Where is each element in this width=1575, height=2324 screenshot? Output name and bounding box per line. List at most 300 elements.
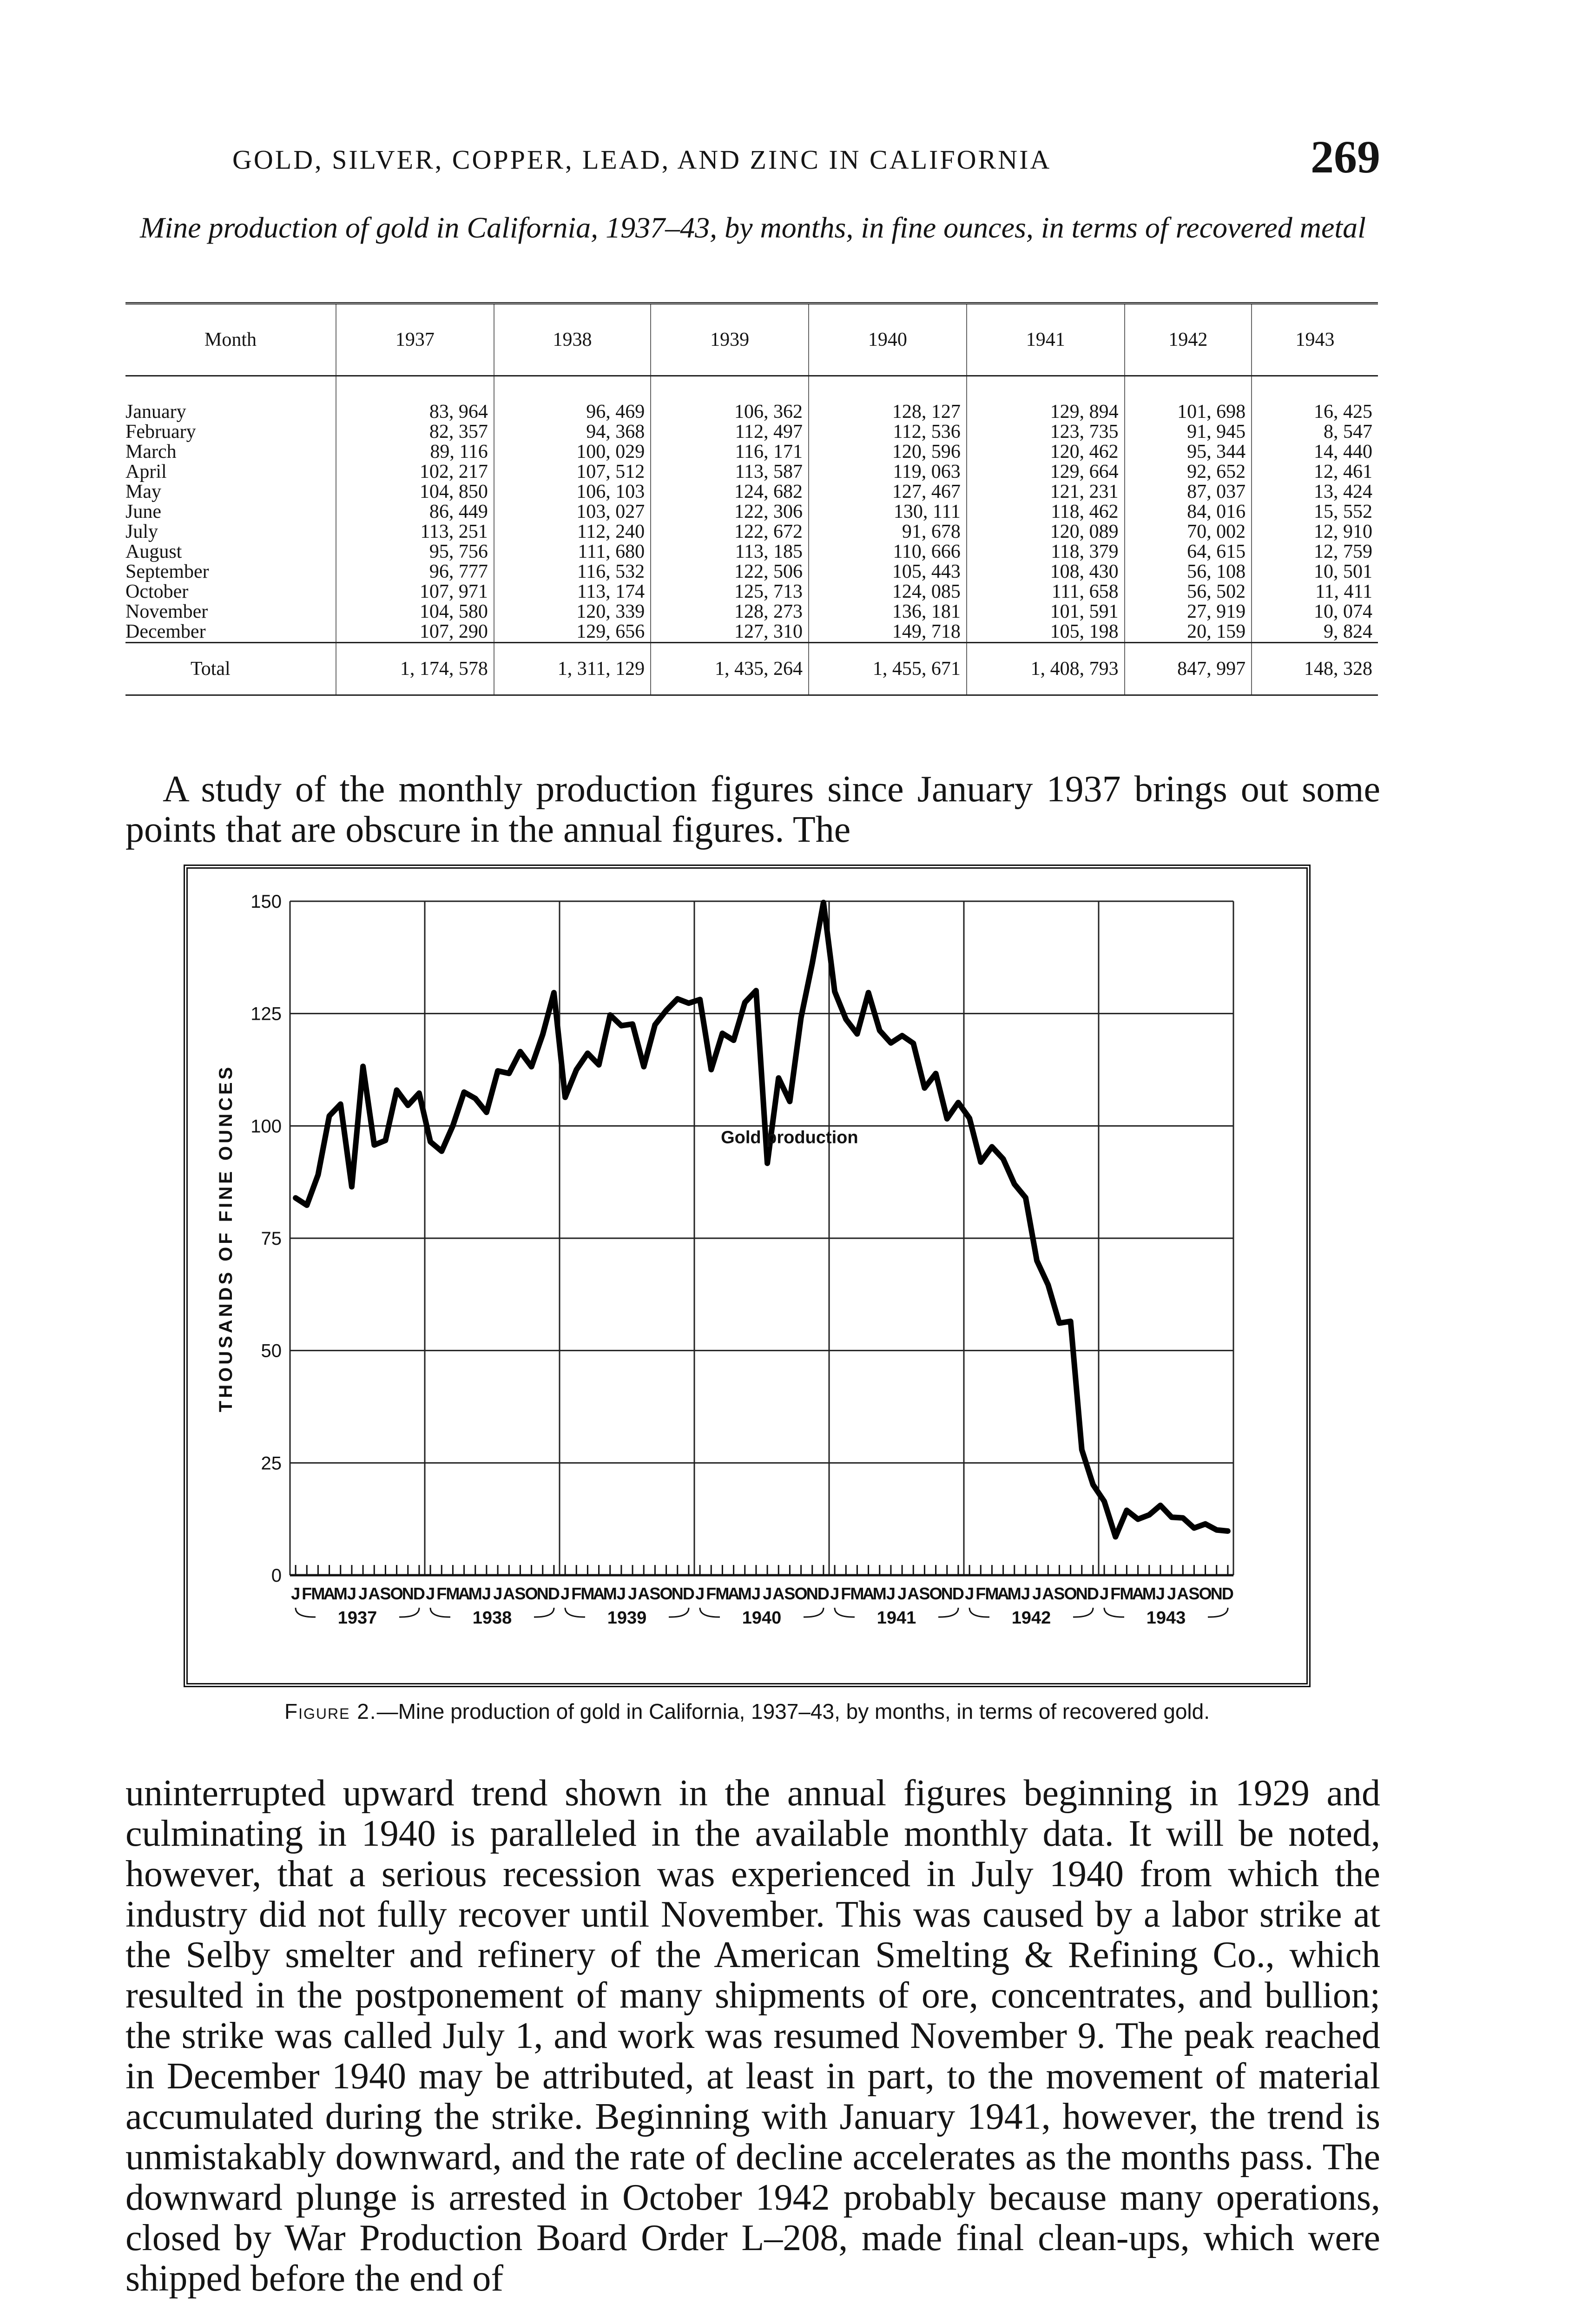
table-cell: 12, 910 bbox=[1252, 522, 1378, 542]
table-cell: 94, 368 bbox=[494, 422, 651, 442]
data-point bbox=[519, 1050, 521, 1053]
table-cell: 106, 362 bbox=[651, 376, 809, 423]
data-point bbox=[609, 1014, 612, 1017]
total-cell: 1, 408, 793 bbox=[967, 643, 1125, 695]
table-cell: 120, 339 bbox=[494, 602, 651, 622]
x-tick-label: O bbox=[1064, 1584, 1077, 1603]
table-cell: 12, 461 bbox=[1252, 462, 1378, 482]
x-tick-label: A bbox=[1132, 1584, 1144, 1603]
row-month-label: March bbox=[125, 441, 177, 462]
data-point bbox=[541, 1033, 544, 1036]
x-tick-label: J bbox=[695, 1584, 705, 1603]
table-cell: 107, 512 bbox=[494, 462, 651, 482]
data-point bbox=[990, 1145, 993, 1148]
table-cell: 129, 664 bbox=[967, 462, 1125, 482]
table-total-row bbox=[125, 643, 1378, 695]
table-cell: 108, 430 bbox=[967, 562, 1125, 582]
y-axis-title: THOUSANDS OF FINE OUNCES bbox=[216, 1064, 236, 1413]
data-point bbox=[294, 1196, 297, 1199]
year-label: 1942 bbox=[1011, 1608, 1051, 1628]
table-row bbox=[125, 582, 1378, 602]
data-point bbox=[1226, 1530, 1229, 1532]
running-header bbox=[125, 130, 1380, 191]
x-tick-label: M bbox=[333, 1584, 348, 1603]
column-header-1941: 1941 bbox=[967, 304, 1125, 376]
table-cell: 70, 002 bbox=[1125, 522, 1252, 542]
data-point bbox=[642, 1065, 645, 1068]
table-cell: 111, 658 bbox=[967, 582, 1125, 602]
x-tick-label: D bbox=[1221, 1584, 1234, 1603]
total-cell: 1, 311, 129 bbox=[494, 643, 651, 695]
data-point bbox=[395, 1089, 398, 1091]
row-month-label: July bbox=[125, 521, 158, 542]
table-cell: 86, 449 bbox=[336, 502, 494, 522]
table-cell: 106, 103 bbox=[494, 482, 651, 502]
x-tick-label: M bbox=[311, 1584, 325, 1603]
table-cell: 103, 027 bbox=[494, 502, 651, 522]
data-point bbox=[732, 1039, 735, 1042]
table-cell: 91, 945 bbox=[1125, 422, 1252, 442]
x-tick-label: D bbox=[817, 1584, 830, 1603]
data-point bbox=[946, 1117, 949, 1120]
row-month-label: June bbox=[125, 501, 161, 522]
data-point bbox=[890, 1042, 892, 1044]
data-point bbox=[316, 1174, 319, 1176]
total-cell: 847, 997 bbox=[1125, 643, 1252, 695]
data-point bbox=[575, 1069, 578, 1071]
table-row bbox=[125, 482, 1378, 502]
table-cell: 10, 074 bbox=[1252, 602, 1378, 622]
column-header-month: Month bbox=[125, 304, 336, 376]
table-cell: 136, 181 bbox=[809, 602, 967, 622]
row-month-label: May bbox=[125, 481, 161, 502]
year-label: 1943 bbox=[1146, 1608, 1186, 1628]
x-tick-label: S bbox=[784, 1584, 796, 1603]
x-tick-label: S bbox=[1054, 1584, 1065, 1603]
x-tick-label: O bbox=[1199, 1584, 1212, 1603]
x-tick-label: A bbox=[862, 1584, 875, 1603]
x-tick-label: M bbox=[1142, 1584, 1156, 1603]
x-tick-label: J bbox=[1155, 1584, 1165, 1603]
figure-caption-text: —Mine production of gold in California, 1937–43, by months, in terms of recovered gold. bbox=[376, 1699, 1210, 1723]
data-point bbox=[1159, 1504, 1162, 1507]
x-tick-label: J bbox=[965, 1584, 975, 1603]
table-row bbox=[125, 442, 1378, 462]
data-point bbox=[822, 901, 825, 904]
x-tick-label: J bbox=[1021, 1584, 1030, 1603]
table-cell: 127, 310 bbox=[651, 622, 809, 643]
data-point bbox=[474, 1097, 477, 1100]
x-tick-label: S bbox=[1188, 1584, 1200, 1603]
data-point bbox=[586, 1052, 589, 1055]
x-tick-label: J bbox=[763, 1584, 772, 1603]
table-cell: 101, 698 bbox=[1125, 376, 1252, 423]
table-cell: 9, 824 bbox=[1252, 622, 1378, 643]
table-cell: 83, 964 bbox=[336, 376, 494, 423]
figure-label: Figure 2. bbox=[284, 1699, 377, 1723]
column-header-1943: 1943 bbox=[1252, 304, 1378, 376]
table-cell: 12, 759 bbox=[1252, 542, 1378, 562]
x-tick-label: O bbox=[525, 1584, 538, 1603]
x-tick-label: S bbox=[649, 1584, 661, 1603]
x-tick-label: F bbox=[302, 1584, 312, 1603]
running-title: GOLD, SILVER, COPPER, LEAD, AND ZINC IN CALIFORNIA bbox=[232, 145, 1052, 175]
data-point bbox=[844, 1018, 847, 1021]
x-tick-label: O bbox=[794, 1584, 808, 1603]
x-tick-label: F bbox=[841, 1584, 851, 1603]
data-point bbox=[1058, 1322, 1061, 1325]
x-tick-label: A bbox=[323, 1584, 336, 1603]
table-cell: 122, 306 bbox=[651, 502, 809, 522]
data-point bbox=[1193, 1526, 1195, 1529]
table-cell: 113, 587 bbox=[651, 462, 809, 482]
gold-production-line bbox=[296, 903, 1228, 1537]
data-point bbox=[1125, 1509, 1128, 1512]
x-tick-label: O bbox=[390, 1584, 403, 1603]
table-header-row bbox=[125, 304, 1378, 376]
x-tick-label: A bbox=[368, 1584, 381, 1603]
x-tick-label: M bbox=[446, 1584, 460, 1603]
column-header-1938: 1938 bbox=[494, 304, 651, 376]
total-cell: 1, 174, 578 bbox=[336, 643, 494, 695]
year-label: 1937 bbox=[337, 1608, 377, 1628]
data-point bbox=[1081, 1448, 1083, 1451]
x-tick-label: A bbox=[638, 1584, 650, 1603]
table-cell: 16, 425 bbox=[1252, 376, 1378, 423]
x-tick-label: M bbox=[1007, 1584, 1021, 1603]
data-point bbox=[833, 990, 836, 993]
total-cell: 1, 435, 264 bbox=[651, 643, 809, 695]
x-tick-label: F bbox=[436, 1584, 447, 1603]
data-point bbox=[710, 1068, 712, 1071]
table-cell: 107, 290 bbox=[336, 622, 494, 643]
table-row bbox=[125, 422, 1378, 442]
data-point bbox=[328, 1115, 331, 1117]
data-point bbox=[451, 1124, 454, 1127]
table-cell: 56, 108 bbox=[1125, 562, 1252, 582]
y-tick-label: 25 bbox=[261, 1453, 282, 1474]
data-point bbox=[1035, 1259, 1038, 1262]
x-tick-label: N bbox=[671, 1584, 684, 1603]
table-cell: 89, 116 bbox=[336, 442, 494, 462]
data-point bbox=[867, 991, 870, 994]
year-label: 1939 bbox=[607, 1608, 647, 1628]
x-tick-label: M bbox=[468, 1584, 482, 1603]
table-cell: 129, 656 bbox=[494, 622, 651, 643]
x-tick-label: M bbox=[580, 1584, 595, 1603]
table-cell: 87, 037 bbox=[1125, 482, 1252, 502]
table-cell: 113, 251 bbox=[336, 522, 494, 542]
x-tick-label: J bbox=[830, 1584, 840, 1603]
table-cell: 149, 718 bbox=[809, 622, 967, 643]
x-tick-label: M bbox=[850, 1584, 864, 1603]
data-point bbox=[564, 1096, 567, 1099]
body-paragraph-1: A study of the monthly production figures since January 1937 brings out some points that are obscure in the annual figures. The bbox=[125, 769, 1380, 850]
table-row bbox=[125, 376, 1378, 423]
x-tick-label: D bbox=[952, 1584, 964, 1603]
data-point bbox=[1137, 1518, 1140, 1521]
table-cell: 130, 111 bbox=[809, 502, 967, 522]
series-annotation: Gold production bbox=[721, 1128, 858, 1148]
table-cell: 8, 547 bbox=[1252, 422, 1378, 442]
x-tick-label: J bbox=[628, 1584, 638, 1603]
x-tick-label: J bbox=[347, 1584, 356, 1603]
data-point bbox=[687, 1002, 690, 1004]
table-cell: 120, 596 bbox=[809, 442, 967, 462]
data-point bbox=[631, 1023, 634, 1025]
x-tick-label: J bbox=[1167, 1584, 1177, 1603]
year-label: 1940 bbox=[742, 1608, 782, 1628]
data-point bbox=[530, 1065, 533, 1068]
x-tick-label: J bbox=[897, 1584, 907, 1603]
table-cell: 101, 591 bbox=[967, 602, 1125, 622]
table-cell: 104, 850 bbox=[336, 482, 494, 502]
data-point bbox=[935, 1072, 937, 1075]
x-tick-label: J bbox=[560, 1584, 570, 1603]
data-point bbox=[979, 1161, 982, 1163]
table-cell: 96, 777 bbox=[336, 562, 494, 582]
table-row bbox=[125, 502, 1378, 522]
table-row bbox=[125, 562, 1378, 582]
table-cell: 123, 735 bbox=[967, 422, 1125, 442]
data-point bbox=[1103, 1500, 1106, 1503]
table-cell: 95, 756 bbox=[336, 542, 494, 562]
chart-labels bbox=[216, 891, 1234, 1628]
data-point bbox=[744, 1001, 746, 1004]
x-tick-label: F bbox=[975, 1584, 986, 1603]
x-tick-label: N bbox=[536, 1584, 549, 1603]
data-point bbox=[665, 1009, 668, 1012]
data-point bbox=[699, 998, 701, 1001]
figure-caption bbox=[184, 1699, 1311, 1724]
data-point bbox=[362, 1065, 364, 1068]
data-point bbox=[912, 1042, 915, 1045]
table-cell: 105, 198 bbox=[967, 622, 1125, 643]
table-cell: 129, 894 bbox=[967, 376, 1125, 423]
data-point bbox=[1215, 1529, 1218, 1532]
x-tick-label: A bbox=[997, 1584, 1009, 1603]
table-row bbox=[125, 542, 1378, 562]
x-tick-label: D bbox=[547, 1584, 560, 1603]
table-cell: 128, 273 bbox=[651, 602, 809, 622]
table-row bbox=[125, 462, 1378, 482]
data-point bbox=[373, 1143, 376, 1146]
column-header-1937: 1937 bbox=[336, 304, 494, 376]
y-tick-label: 0 bbox=[271, 1565, 282, 1586]
table-cell: 104, 580 bbox=[336, 602, 494, 622]
table-cell: 64, 615 bbox=[1125, 542, 1252, 562]
table-cell: 127, 467 bbox=[809, 482, 967, 502]
x-tick-label: A bbox=[458, 1584, 470, 1603]
table-cell: 11, 411 bbox=[1252, 582, 1378, 602]
data-point bbox=[305, 1204, 308, 1207]
x-tick-label: D bbox=[413, 1584, 425, 1603]
x-tick-label: F bbox=[1110, 1584, 1121, 1603]
x-tick-label: M bbox=[603, 1584, 617, 1603]
data-point bbox=[800, 1017, 803, 1019]
x-tick-label: J bbox=[481, 1584, 491, 1603]
year-label: 1938 bbox=[472, 1608, 512, 1628]
data-point bbox=[1024, 1196, 1027, 1199]
data-point bbox=[766, 1162, 769, 1165]
x-tick-label: N bbox=[402, 1584, 414, 1603]
table-cell: 95, 344 bbox=[1125, 442, 1252, 462]
x-tick-label: J bbox=[426, 1584, 435, 1603]
data-point bbox=[1092, 1483, 1094, 1486]
x-tick-label: J bbox=[886, 1584, 896, 1603]
table-cell: 15, 552 bbox=[1252, 502, 1378, 522]
data-point bbox=[676, 997, 679, 1000]
data-point bbox=[384, 1139, 387, 1142]
table-cell: 118, 462 bbox=[967, 502, 1125, 522]
total-cell: 148, 328 bbox=[1252, 643, 1378, 695]
x-tick-label: N bbox=[1075, 1584, 1088, 1603]
data-point bbox=[407, 1104, 409, 1107]
x-tick-label: A bbox=[772, 1584, 785, 1603]
x-tick-label: J bbox=[751, 1584, 761, 1603]
x-tick-label: N bbox=[1210, 1584, 1223, 1603]
table-cell: 116, 532 bbox=[494, 562, 651, 582]
table-cell: 122, 506 bbox=[651, 562, 809, 582]
total-cell: 1, 455, 671 bbox=[809, 643, 967, 695]
table-cell: 96, 469 bbox=[494, 376, 651, 423]
x-tick-label: A bbox=[727, 1584, 740, 1603]
table-cell: 20, 159 bbox=[1125, 622, 1252, 643]
row-month-label: September bbox=[125, 561, 209, 582]
table-cell: 118, 379 bbox=[967, 542, 1125, 562]
row-month-label: January bbox=[125, 401, 186, 423]
data-point bbox=[1069, 1320, 1072, 1323]
x-tick-label: N bbox=[941, 1584, 953, 1603]
data-point bbox=[811, 962, 814, 965]
x-tick-label: O bbox=[929, 1584, 942, 1603]
x-tick-label: J bbox=[1032, 1584, 1042, 1603]
x-tick-label: A bbox=[1042, 1584, 1054, 1603]
data-point bbox=[418, 1092, 421, 1095]
column-header-1940: 1940 bbox=[809, 304, 967, 376]
data-point bbox=[653, 1023, 656, 1026]
data-point bbox=[598, 1063, 600, 1066]
table-cell: 10, 501 bbox=[1252, 562, 1378, 582]
data-point bbox=[1013, 1183, 1016, 1186]
row-month-label: October bbox=[125, 581, 189, 602]
gold-production-chart bbox=[188, 869, 1306, 1683]
data-point bbox=[507, 1072, 510, 1075]
table-cell: 100, 029 bbox=[494, 442, 651, 462]
table-cell: 125, 713 bbox=[651, 582, 809, 602]
row-month-label: November bbox=[125, 601, 208, 622]
table-cell: 128, 127 bbox=[809, 376, 967, 423]
table-cell: 92, 652 bbox=[1125, 462, 1252, 482]
y-tick-label: 150 bbox=[250, 891, 282, 912]
data-point bbox=[463, 1091, 466, 1094]
data-point bbox=[1170, 1516, 1173, 1519]
table-cell: 116, 171 bbox=[651, 442, 809, 462]
table-cell: 120, 089 bbox=[967, 522, 1125, 542]
x-tick-label: A bbox=[503, 1584, 515, 1603]
data-point bbox=[496, 1070, 499, 1072]
row-month-label: December bbox=[125, 621, 206, 642]
column-header-1942: 1942 bbox=[1125, 304, 1252, 376]
table-row bbox=[125, 522, 1378, 542]
data-point bbox=[1047, 1283, 1049, 1286]
x-tick-label: D bbox=[1087, 1584, 1099, 1603]
body-paragraph-2: uninterrupted upward trend shown in the annual figures beginning in 1929 and culminating in 1940 is paralleled in the available monthly data. It will be noted, however, that a serious recession was experienced in July 1940 from which the industry did not fully recover until November. This was caused by a labor strike at the Selby smelter and refinery of the American Smelting & Refining Co., which resulted in the postponement of many shipments of ore, concentrates, and bullion; the strike was called July 1, and work was resumed November 9. The peak reached in December 1940 may be attributed, at least in part, to the movement of material accumulated during the strike. Beginning with January 1941, however, the trend is unmistakably downward, and the rate of decline accelerates as the months pass. The downward plunge is arrested in October 1942 probably because many operations, closed by War Production Board Order L–208, made final clean-ups, which were shipped before the end of bbox=[125, 1773, 1380, 2299]
table-cell: 27, 919 bbox=[1125, 602, 1252, 622]
total-label: Total bbox=[125, 643, 336, 695]
data-point bbox=[485, 1111, 488, 1114]
table-cell: 91, 678 bbox=[809, 522, 967, 542]
x-tick-label: O bbox=[659, 1584, 673, 1603]
table-body bbox=[125, 376, 1378, 695]
table-cell: 122, 672 bbox=[651, 522, 809, 542]
data-point bbox=[429, 1140, 432, 1143]
table-cell: 110, 666 bbox=[809, 542, 967, 562]
table-cell: 112, 240 bbox=[494, 522, 651, 542]
table-cell: 105, 443 bbox=[809, 562, 967, 582]
data-point bbox=[553, 991, 555, 994]
data-point bbox=[777, 1076, 780, 1079]
x-tick-label: M bbox=[985, 1584, 999, 1603]
x-tick-label: J bbox=[1100, 1584, 1109, 1603]
table-row bbox=[125, 622, 1378, 643]
y-tick-label: 100 bbox=[250, 1116, 282, 1137]
production-table bbox=[125, 302, 1378, 696]
data-point bbox=[1204, 1523, 1207, 1525]
x-tick-label: D bbox=[682, 1584, 695, 1603]
data-point bbox=[957, 1101, 960, 1104]
data-point bbox=[755, 989, 758, 992]
table-cell: 84, 016 bbox=[1125, 502, 1252, 522]
data-point bbox=[721, 1032, 724, 1035]
table-cell: 107, 971 bbox=[336, 582, 494, 602]
table-cell: 14, 440 bbox=[1252, 442, 1378, 462]
x-tick-label: F bbox=[706, 1584, 717, 1603]
row-month-label: August bbox=[125, 541, 182, 562]
data-point bbox=[620, 1024, 623, 1027]
table-cell: 124, 085 bbox=[809, 582, 967, 602]
table-cell: 102, 217 bbox=[336, 462, 494, 482]
table-cell: 82, 357 bbox=[336, 422, 494, 442]
x-tick-label: A bbox=[1177, 1584, 1189, 1603]
data-point bbox=[1114, 1535, 1117, 1538]
x-tick-label: S bbox=[919, 1584, 930, 1603]
x-tick-label: A bbox=[593, 1584, 605, 1603]
x-tick-label: M bbox=[872, 1584, 887, 1603]
figure-frame bbox=[184, 865, 1311, 1687]
column-header-1939: 1939 bbox=[651, 304, 809, 376]
table-cell: 113, 185 bbox=[651, 542, 809, 562]
y-tick-label: 50 bbox=[261, 1340, 282, 1361]
production-table-container bbox=[125, 302, 1378, 744]
data-point bbox=[1002, 1157, 1005, 1160]
row-month-label: April bbox=[125, 461, 167, 482]
x-tick-label: A bbox=[907, 1584, 920, 1603]
table-cell: 120, 462 bbox=[967, 442, 1125, 462]
data-point bbox=[923, 1087, 926, 1089]
data-point bbox=[440, 1150, 443, 1153]
x-tick-label: S bbox=[380, 1584, 391, 1603]
table-row bbox=[125, 602, 1378, 622]
x-tick-label: J bbox=[291, 1584, 301, 1603]
x-tick-label: M bbox=[738, 1584, 752, 1603]
x-tick-label: J bbox=[616, 1584, 626, 1603]
data-point bbox=[339, 1103, 342, 1105]
table-cell: 121, 231 bbox=[967, 482, 1125, 502]
data-point bbox=[1181, 1517, 1184, 1519]
table-cell: 112, 536 bbox=[809, 422, 967, 442]
table-cell: 112, 497 bbox=[651, 422, 809, 442]
